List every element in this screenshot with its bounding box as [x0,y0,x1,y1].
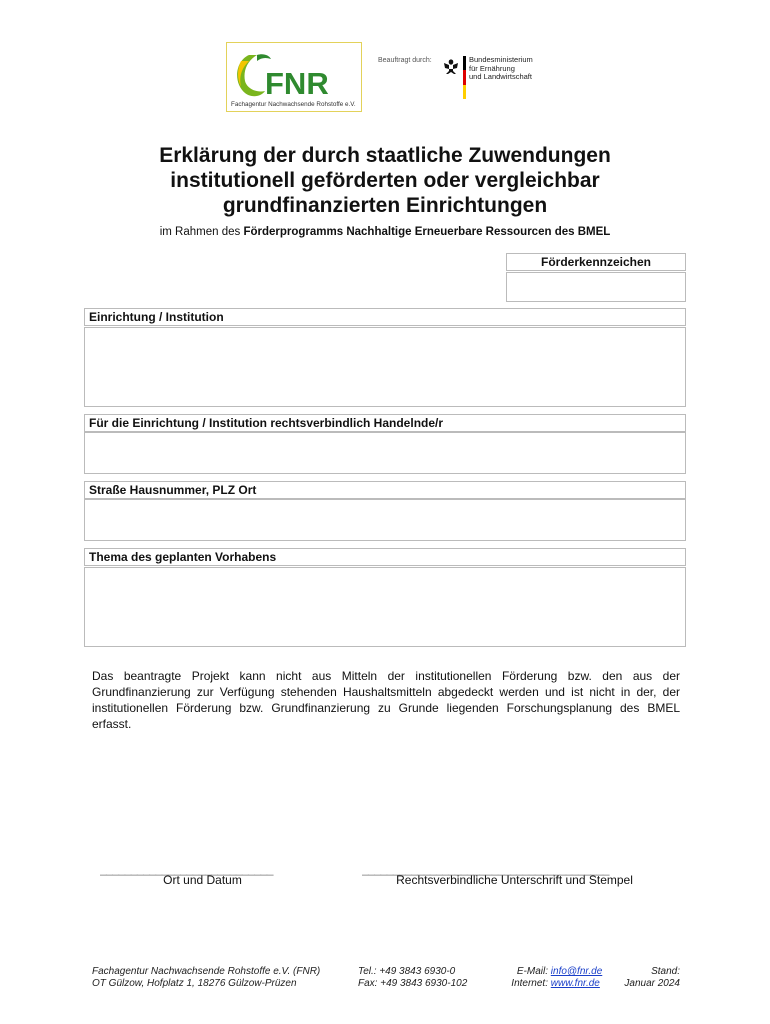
title-line-2: institutionell geförderten oder vergleichbar [170,169,600,192]
handelnde-label: Für die Einrichtung / Institution rechtsverbindlich Handelnde/r [84,414,686,432]
ministry-line-1: Bundesministerium [469,55,533,64]
handelnde-input[interactable] [85,433,685,473]
einrichtung-field[interactable] [84,327,686,407]
einrichtung-input[interactable] [85,328,685,406]
commissioned-by-label: Beauftragt durch: [378,57,432,64]
foerderkennzeichen-label: Förderkennzeichen [506,253,686,271]
footer-phone [358,966,467,990]
footer-stand [610,966,680,990]
foerderkennzeichen-input[interactable] [507,273,685,301]
fax-number: +49 3843 6930-102 [380,978,468,989]
stand-date: Januar 2024 [624,978,680,989]
subtitle-prefix: im Rahmen des [159,226,244,238]
adresse-input[interactable] [85,500,685,540]
email-label: E-Mail: [516,966,548,977]
thema-input[interactable] [85,568,685,646]
signature-line-left: ____________________________ [100,862,273,876]
internet-label: Internet: [511,978,548,989]
title-line-1: Erklärung der durch staatliche Zuwendungen [159,144,611,167]
footer-org [92,966,320,990]
logo-text: FNR [265,66,329,101]
federal-eagle-icon [443,57,459,77]
signature-line-right: ________________________________________ [362,862,609,876]
ministry-line-3: und Landwirtschaft [469,72,532,82]
footer-contact [504,966,604,990]
internet-link[interactable]: www.fnr.de [550,978,600,989]
handelnde-field[interactable] [84,432,686,474]
stand-label: Stand: [651,966,680,977]
tel-number: +49 3843 6930-0 [379,966,456,977]
document-title [80,143,690,218]
ministry-name [469,56,533,82]
fnr-logo [226,42,362,112]
place-date-label: Ort und Datum [163,873,242,887]
adresse-label: Straße Hausnummer, PLZ Ort [84,481,686,499]
subtitle-program: Förderprogramms Nachhaltige Erneuerbare Ressourcen des BMEL [243,226,611,238]
foerderkennzeichen-field[interactable] [506,272,686,302]
fax-label: Fax: [358,978,378,989]
document-subtitle [80,226,690,238]
signature-stamp-label: Rechtsverbindliche Unterschrift und Stempel [396,873,633,887]
email-link[interactable]: info@fnr.de [550,966,603,977]
adresse-field[interactable] [84,499,686,541]
german-flag-bar [463,56,466,99]
title-line-3: grundfinanzierten Einrichtungen [222,194,548,217]
tel-label: Tel.: [358,966,377,977]
footer-org-line-1: Fachagentur Nachwachsende Rohstoffe e.V. (FNR) [92,966,321,977]
declaration-text: Das beantragte Projekt kann nicht aus Mitteln der institutionellen Förderung bzw. den aus der Grundfinanzierung zur Verfügung stehenden Haushaltsmitteln abgedeckt werden und ist nicht in der, der institutionellen Förderung bzw. Grundfinanzierung zu Grunde liegenden Forschungsplanung des BMEL erfasst. [92,669,680,731]
thema-label: Thema des geplanten Vorhabens [84,548,686,566]
footer-org-line-2: OT Gülzow, Hofplatz 1, 18276 Gülzow-Prüzen [92,978,297,989]
logo-caption: Fachagentur Nachwachsende Rohstoffe e.V. [231,101,356,108]
thema-field[interactable] [84,567,686,647]
ministry-line-2: für Ernährung [469,63,515,73]
einrichtung-label: Einrichtung / Institution [84,308,686,326]
